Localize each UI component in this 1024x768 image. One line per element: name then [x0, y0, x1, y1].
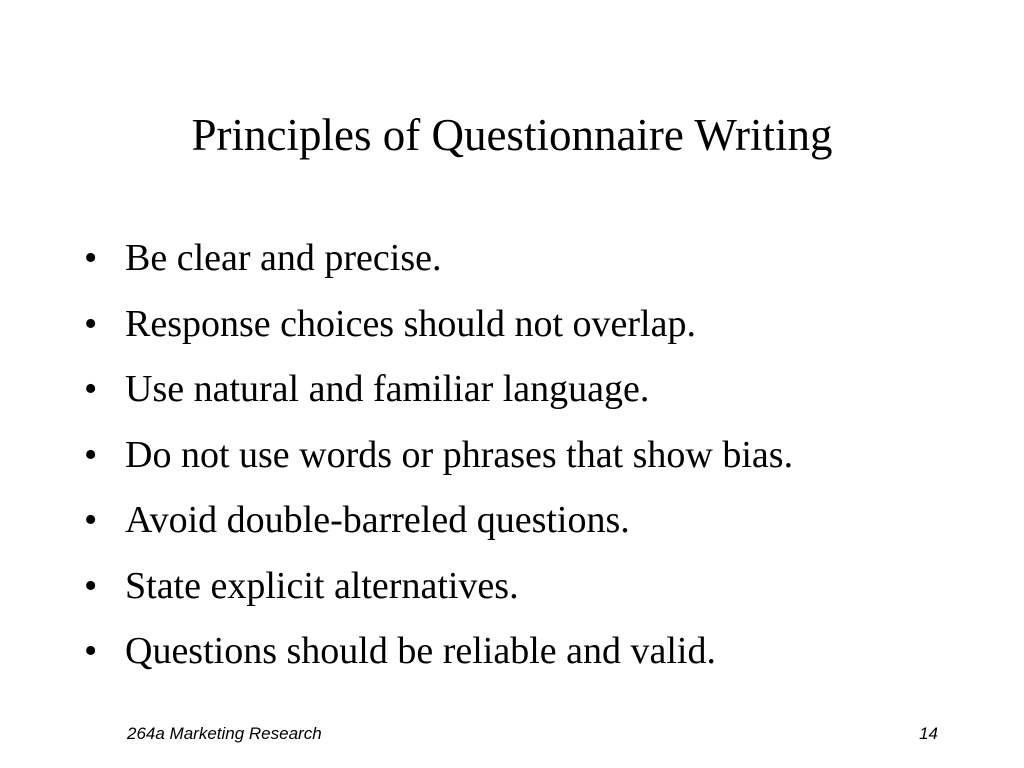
bullet-icon: •: [84, 237, 98, 279]
bullet-text: Do not use words or phrases that show bias.: [125, 433, 794, 476]
bullet-text: State explicit alternatives.: [125, 564, 519, 607]
slide-title: Principles of Questionnaire Writing: [191, 110, 833, 160]
footer-course-label: 264a Marketing Research: [127, 724, 322, 743]
bullet-item: [84, 226, 793, 292]
bullet-text: Questions should be reliable and valid.: [125, 630, 716, 672]
bullet-icon: •: [84, 433, 98, 476]
bullet-item: [84, 619, 793, 685]
bullet-item: [84, 357, 793, 423]
bullet-icon: •: [84, 368, 98, 410]
bullet-text: Avoid double-barreled questions.: [125, 499, 630, 541]
bullet-icon: •: [84, 302, 98, 345]
bullet-text: Response choices should not overlap.: [125, 302, 696, 345]
bullet-item: [84, 554, 793, 620]
bullet-text: Be clear and precise.: [125, 237, 442, 279]
bullet-icon: •: [84, 499, 98, 541]
bullet-text: Use natural and familiar language.: [125, 368, 650, 410]
bullet-item: [84, 292, 793, 358]
bullet-icon: •: [84, 630, 98, 672]
bullet-item: [84, 488, 793, 554]
footer-page-number: 14: [919, 724, 938, 743]
bullet-list: [84, 226, 793, 685]
bullet-icon: •: [84, 564, 98, 607]
bullet-item: [84, 423, 793, 489]
